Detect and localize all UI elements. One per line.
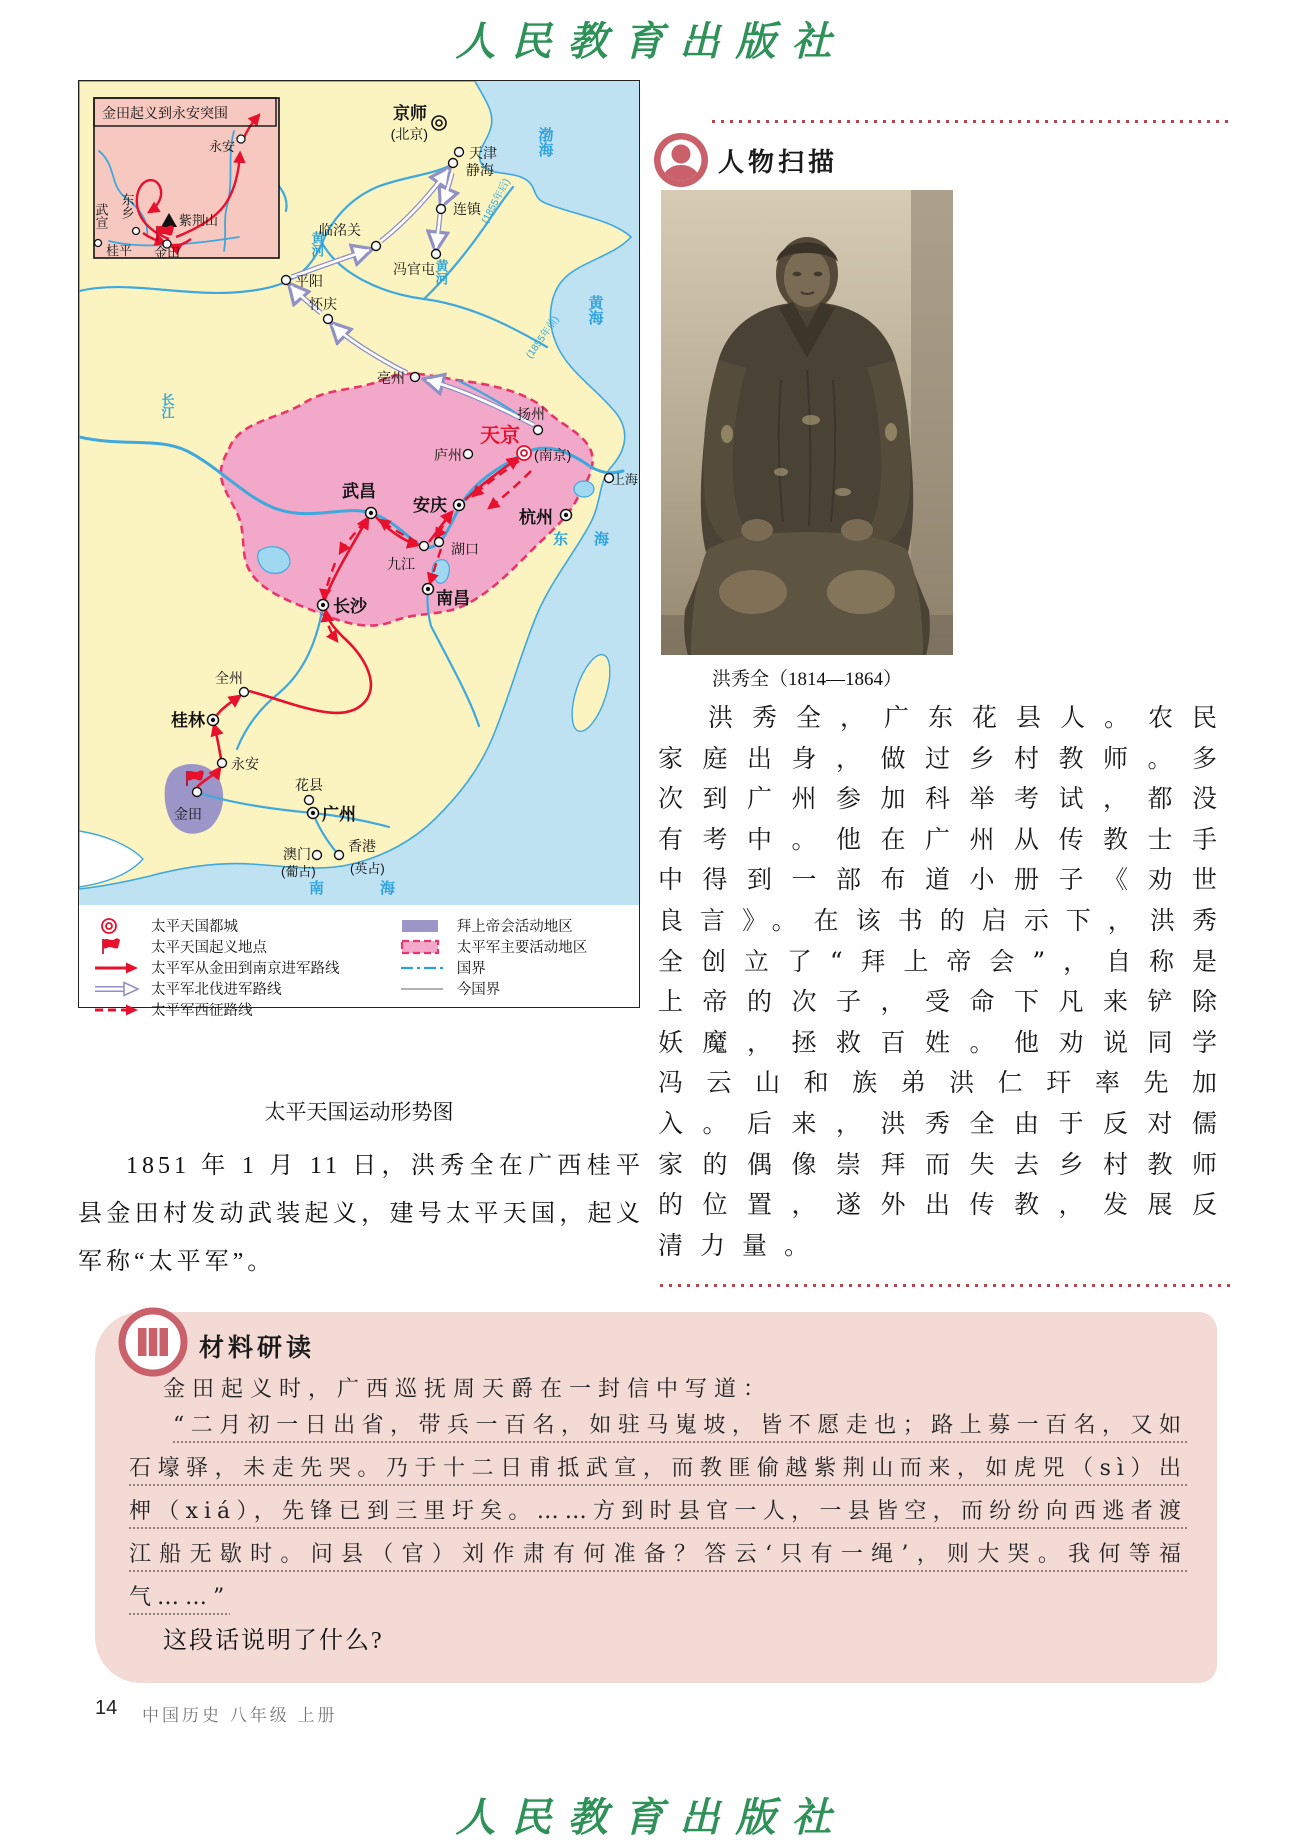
map-label-jingshi: 京师 (393, 104, 427, 123)
map-label-luzhou: 庐州 (434, 447, 462, 463)
main-paragraph: 1851 年 1 月 11 日，洪秀全在广西桂平县金田村发动武装起义，建号太平天国，起义军称“太平军”。 (78, 1153, 644, 1275)
inset-label-guiping: 桂平 (105, 243, 133, 258)
hong-xiuquan-statue-photo (660, 190, 954, 660)
sea-label-bohai: 渤海 (536, 127, 554, 157)
thin-line-symbol (399, 979, 457, 999)
map-label-hukou: 湖口 (451, 541, 479, 557)
map-label-bozhou: 亳州 (377, 370, 405, 386)
map-caption: 太平天国运动形势图 (264, 1100, 454, 1124)
capital-symbol (93, 916, 151, 936)
person-panel-title: 人物扫描 (718, 147, 839, 177)
legend-item-west-route: 太平军西征路线 (93, 999, 399, 1020)
river-label-changjiang: 长江 (159, 393, 175, 419)
person-scan-icon (652, 131, 710, 194)
inset-label-zijingshan: 紫荆山 (179, 213, 219, 228)
river-label-huanghe: 黄河 (309, 231, 325, 257)
material-quote: “二月初一日出省，带兵一百名，如驻马嵬坡，皆不愿走也；路上募一百名，又如石壕驿，未走先哭。乃于十二日甫抵武宣，而教匪偷越紫荆山而来，如虎兕（sì）出柙（xiá），先锋已到三里圩矣。……方到时县官一人，一县皆空，而纷纷向西逃者渡江船无歇时。问县（官）刘作肃有何准备？答云‘只有一绳’，则大哭。我何等福气……” (129, 1413, 1187, 1610)
legend-item-main-route: 太平军从金田到南京进军路线 (93, 957, 399, 978)
map-inset (94, 98, 280, 260)
map-label-nanjing: (南京) (534, 447, 572, 463)
map-label-guangzhou: 广州 (322, 805, 356, 824)
map-label-lianzhen: 连镇 (453, 201, 481, 217)
map-label-xianggang: 香港 (348, 838, 376, 854)
map-label-fengguantun: 冯官屯 (393, 261, 435, 277)
map-legend (79, 905, 639, 1019)
inset-label-wuxuan: 武宣 (93, 203, 109, 229)
legend-item-border: 国界 (399, 957, 639, 978)
river-note-after-1855: (1855年后) (479, 177, 513, 226)
taiping-map (78, 80, 640, 1019)
river-note-before-1855: (1855年前) (524, 314, 562, 361)
map-label-nanchang: 南昌 (436, 589, 470, 608)
map-label-tianjing: 天京 (480, 425, 520, 447)
map-label-anqing: 安庆 (413, 496, 447, 515)
material-study-box (95, 1312, 1217, 1683)
map-label-pingyang: 平阳 (295, 273, 323, 289)
map-label-changsha: 长沙 (333, 597, 367, 616)
map-label-huaxian: 花县 (295, 777, 323, 793)
map-label-xianggang-note: (英占) (350, 861, 385, 876)
map-label-huaiqing: 怀庆 (309, 296, 337, 312)
inset-label-jintian: 金田 (153, 245, 181, 260)
legend-item-uprising: 太平天国起义地点 (93, 936, 399, 957)
map-label-guilin: 桂林 (171, 711, 205, 730)
material-question: 这段话说明了什么? (163, 1628, 384, 1654)
map-label-yongan: 永安 (231, 756, 259, 772)
page-number: 14 (95, 1697, 118, 1719)
legend-item-capital: 太平天国都城 (93, 915, 399, 936)
map-label-hangzhou: 杭州 (519, 508, 553, 527)
map-label-beijing: (北京) (390, 126, 428, 142)
dashdot-line-symbol (399, 958, 457, 978)
dashed-arrow-symbol (93, 1000, 151, 1020)
map-label-jinghai: 静海 (466, 162, 494, 178)
publisher-logo-top: 人民教育出版社 (455, 18, 848, 65)
map-label-jintian: 金田 (174, 806, 202, 822)
sea-label-huanghai: 黄海 (586, 295, 604, 325)
map-label-jiujiang: 九江 (387, 556, 415, 572)
map-label-wuchang: 武昌 (342, 482, 376, 501)
purple-swatch (399, 916, 457, 936)
map-label-aomen-note: (葡占) (281, 864, 316, 879)
inset-label-dongxiang: 东乡 (119, 193, 135, 219)
inset-title: 金田起义到永安突围 (102, 105, 228, 121)
legend-item-taiping-area: 太平军主要活动地区 (399, 936, 639, 957)
pink-swatch (399, 937, 457, 957)
legend-item-modern-border: 今国界 (399, 978, 639, 999)
map-label-tianjin: 天津 (469, 145, 497, 161)
material-intro: 金田起义时，广西巡抚周天爵在一封信中写道： (163, 1377, 773, 1402)
sea-label-donghai: 东海 (553, 531, 636, 548)
map-label-aomen: 澳门 (283, 846, 311, 862)
outline-arrow-symbol (93, 979, 151, 999)
solid-arrow-symbol (93, 958, 151, 978)
river-label-huanghe2: 黄河 (433, 259, 449, 285)
legend-item-god-worship-area: 拜上帝会活动地区 (399, 915, 639, 936)
map-label-shanghai: 上海 (612, 472, 638, 487)
legend-item-north-route: 太平军北伐进军路线 (93, 978, 399, 999)
statue-caption: 洪秀全（1814—1864） (711, 669, 902, 690)
inset-label-yongan: 永安 (209, 139, 236, 154)
map-canvas (79, 81, 638, 904)
map-label-yangzhou: 扬州 (517, 406, 545, 422)
map-label-linmingguan: 临洺关 (319, 222, 361, 238)
person-panel-body: 洪秀全，广东花县人。农民家庭出身，做过乡村教师。多次到广州参加科举考试，都没有考中。他在广州从传教士手中得到一部布道小册子《劝世良言》。在该书的启示下，洪秀全创立了“拜上帝会”，自称是上帝的次子，受命下凡来铲除妖魔，拯救百姓。他劝说同学冯云山和族弟洪仁玕率先加入。后来，洪秀全由于反对儒家的偶像崇拜而失去乡村教师的位置，遂外出传教，发展反清力量。 (658, 703, 1234, 1260)
flag-symbol (93, 937, 151, 957)
sea-label-nanhai: 南海 (309, 880, 452, 897)
dotted-divider-bottom (660, 1284, 1232, 1287)
dotted-divider-top (712, 120, 1232, 123)
footer-book-title: 中国历史 八年级 上册 (142, 1706, 338, 1725)
publisher-logo-bottom: 人民教育出版社 (455, 1794, 848, 1841)
material-study-title: 材料研读 (199, 1334, 316, 1362)
capital-tianjing-marker (517, 446, 531, 460)
map-label-quanzhou: 全州 (215, 670, 243, 686)
